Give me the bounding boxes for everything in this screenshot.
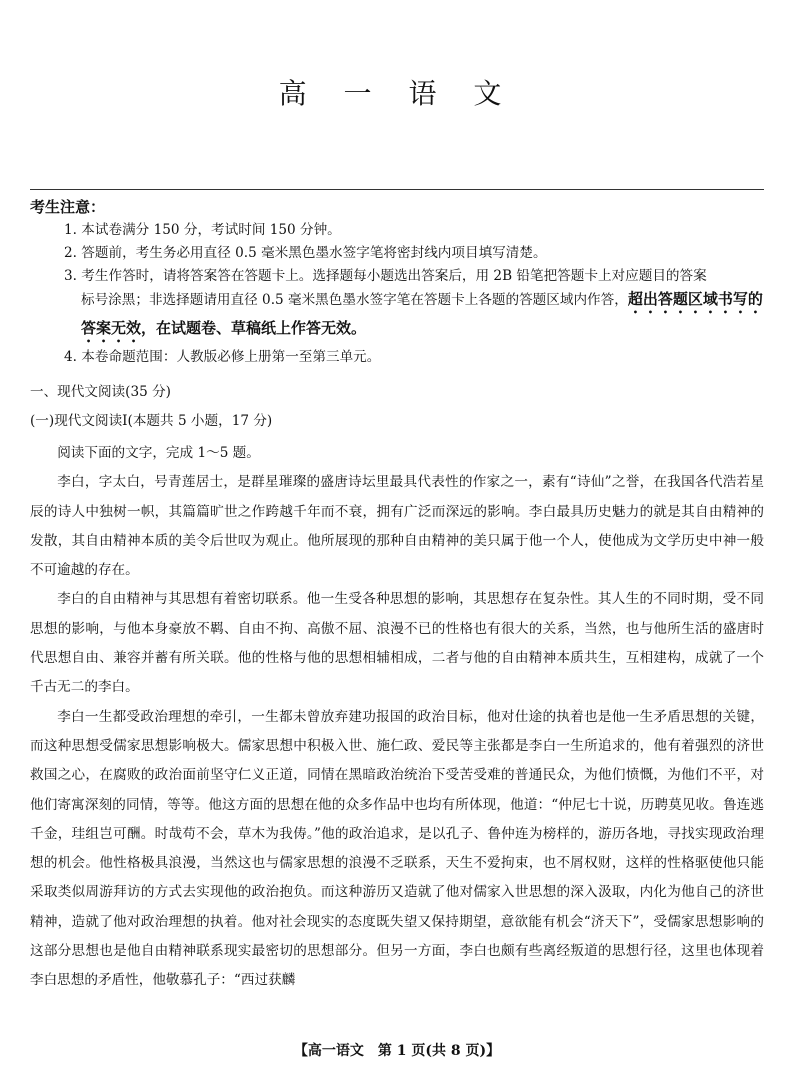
notice-list xyxy=(64,219,772,369)
reading-passage xyxy=(30,439,764,996)
divider xyxy=(30,189,764,190)
notice-emphasis-dotted: 超出答题区域书写的答案无效 xyxy=(81,290,763,337)
notice-item-2: 2. 答题前，考生务必用直径 0.5 毫米黑色墨水签字笔将密封线内项目填写清楚。 xyxy=(64,245,547,261)
section-heading: 一、现代文阅读(35 分) xyxy=(30,384,171,400)
notice-item-3 xyxy=(64,265,772,346)
notice-heading: 考生注意： xyxy=(30,198,106,216)
notice-item-3-line2: 标号涂黑；非选择题请用直径 0.5 毫米黑色墨水签字笔在答题卡上各题的答题区域内作答， xyxy=(81,292,628,308)
page-footer: 【高一语文 第 1 页(共 8 页)】 xyxy=(293,1043,501,1059)
notice-emphasis: ，在试题卷、草稿纸上作答无效。 xyxy=(141,319,367,337)
sub-section-heading: (一)现代文阅读Ⅰ(本题共 5 小题，17 分) xyxy=(30,413,273,429)
passage-paragraph-3: 李白一生都受政治理想的牵引，一生都未曾放弃建功报国的政治目标，他对仕途的执着也是他一生矛盾思想的关键，而这种思想受儒家思想影响极大。儒家思想中积极入世、施仁政、爱民等主张都是李白一生所追求的，他有着强烈的济世救国之心，在腐败的政治面前坚守仁义正道，同情在黑暗政治统治下受苦受难的普通民众，为他们愤慨，为他们不平，对他们寄寓深刻的同情，等等。他这方面的思想在他的众多作品中也均有所体现，他道：“仲尼七十说，历聘莫见收。鲁连逃千金，珪组岂可酬。时哉苟不会，草木为我俦。”他的政治追求，是以孔子、鲁仲连为榜样的，游历各地，寻找实现政治理想的机会。他性格极具浪漫，当然这也与儒家思想的浪漫不乏联系，天生不爱拘束，也不屑权财，这样的性格驱使他只能采取类似周游拜访的方式去实现他的政治抱负。而这种游历又造就了他对儒家入世思想的深入汲取，内化为他自己的济世精神，造就了他对政治理想的执着。他对社会现实的态度既失望又保持期望，意欲能有机会“济天下”，受儒家思想影响的这部分思想也是他自由精神联系现实最密切的思想部分。但另一方面，李白也颇有些离经叛道的思想行径，这里也体现着李白思想的矛盾性，他敬慕孔子：“西过获麟 xyxy=(30,708,764,989)
notice-item-1: 1. 本试卷满分 150 分，考试时间 150 分钟。 xyxy=(64,222,341,238)
passage-paragraph-1: 李白，字太白，号青莲居士，是群星璀璨的盛唐诗坛里最具代表性的作家之一，素有“诗仙”之誉，在我国各代浩若星辰的诗人中独树一帜，其篇篇旷世之作跨越千年而不衰，拥有广泛而深远的影响。李白最具历史魅力的就是其自由精神的发散，其自由精神本质的美令后世叹为观止。他所展现的那种自由精神的美只属于他一个人，使他成为文学历史中神一般不可逾越的存在。 xyxy=(30,474,764,579)
notice-item-4: 4. 本卷命题范围：人教版必修上册第一至第三单元。 xyxy=(64,349,381,365)
passage-paragraph-2: 李白的自由精神与其思想有着密切联系。他一生受各种思想的影响，其思想存在复杂性。其人生的不同时期，受不同思想的影响，与他本身豪放不羁、自由不拘、高傲不屈、浪漫不已的性格也有很大的关系，当然，也与他所生活的盛唐时代思想自由、兼容并蓄有所关联。他的性格与他的思想相辅相成，二者与他的自由精神本质共生，互相建构，成就了一个千古无二的李白。 xyxy=(30,591,764,696)
notice-item-3-continuation xyxy=(64,288,772,346)
notice-item-3-line1: 3. 考生作答时，请将答案答在答题卡上。选择题每小题选出答案后，用 2B 铅笔把答题卡上对应题目的答案 xyxy=(64,268,707,284)
page-title: 高 一 语 文 xyxy=(278,77,516,110)
passage-instruction: 阅读下面的文字，完成 1～5 题。 xyxy=(57,445,260,461)
